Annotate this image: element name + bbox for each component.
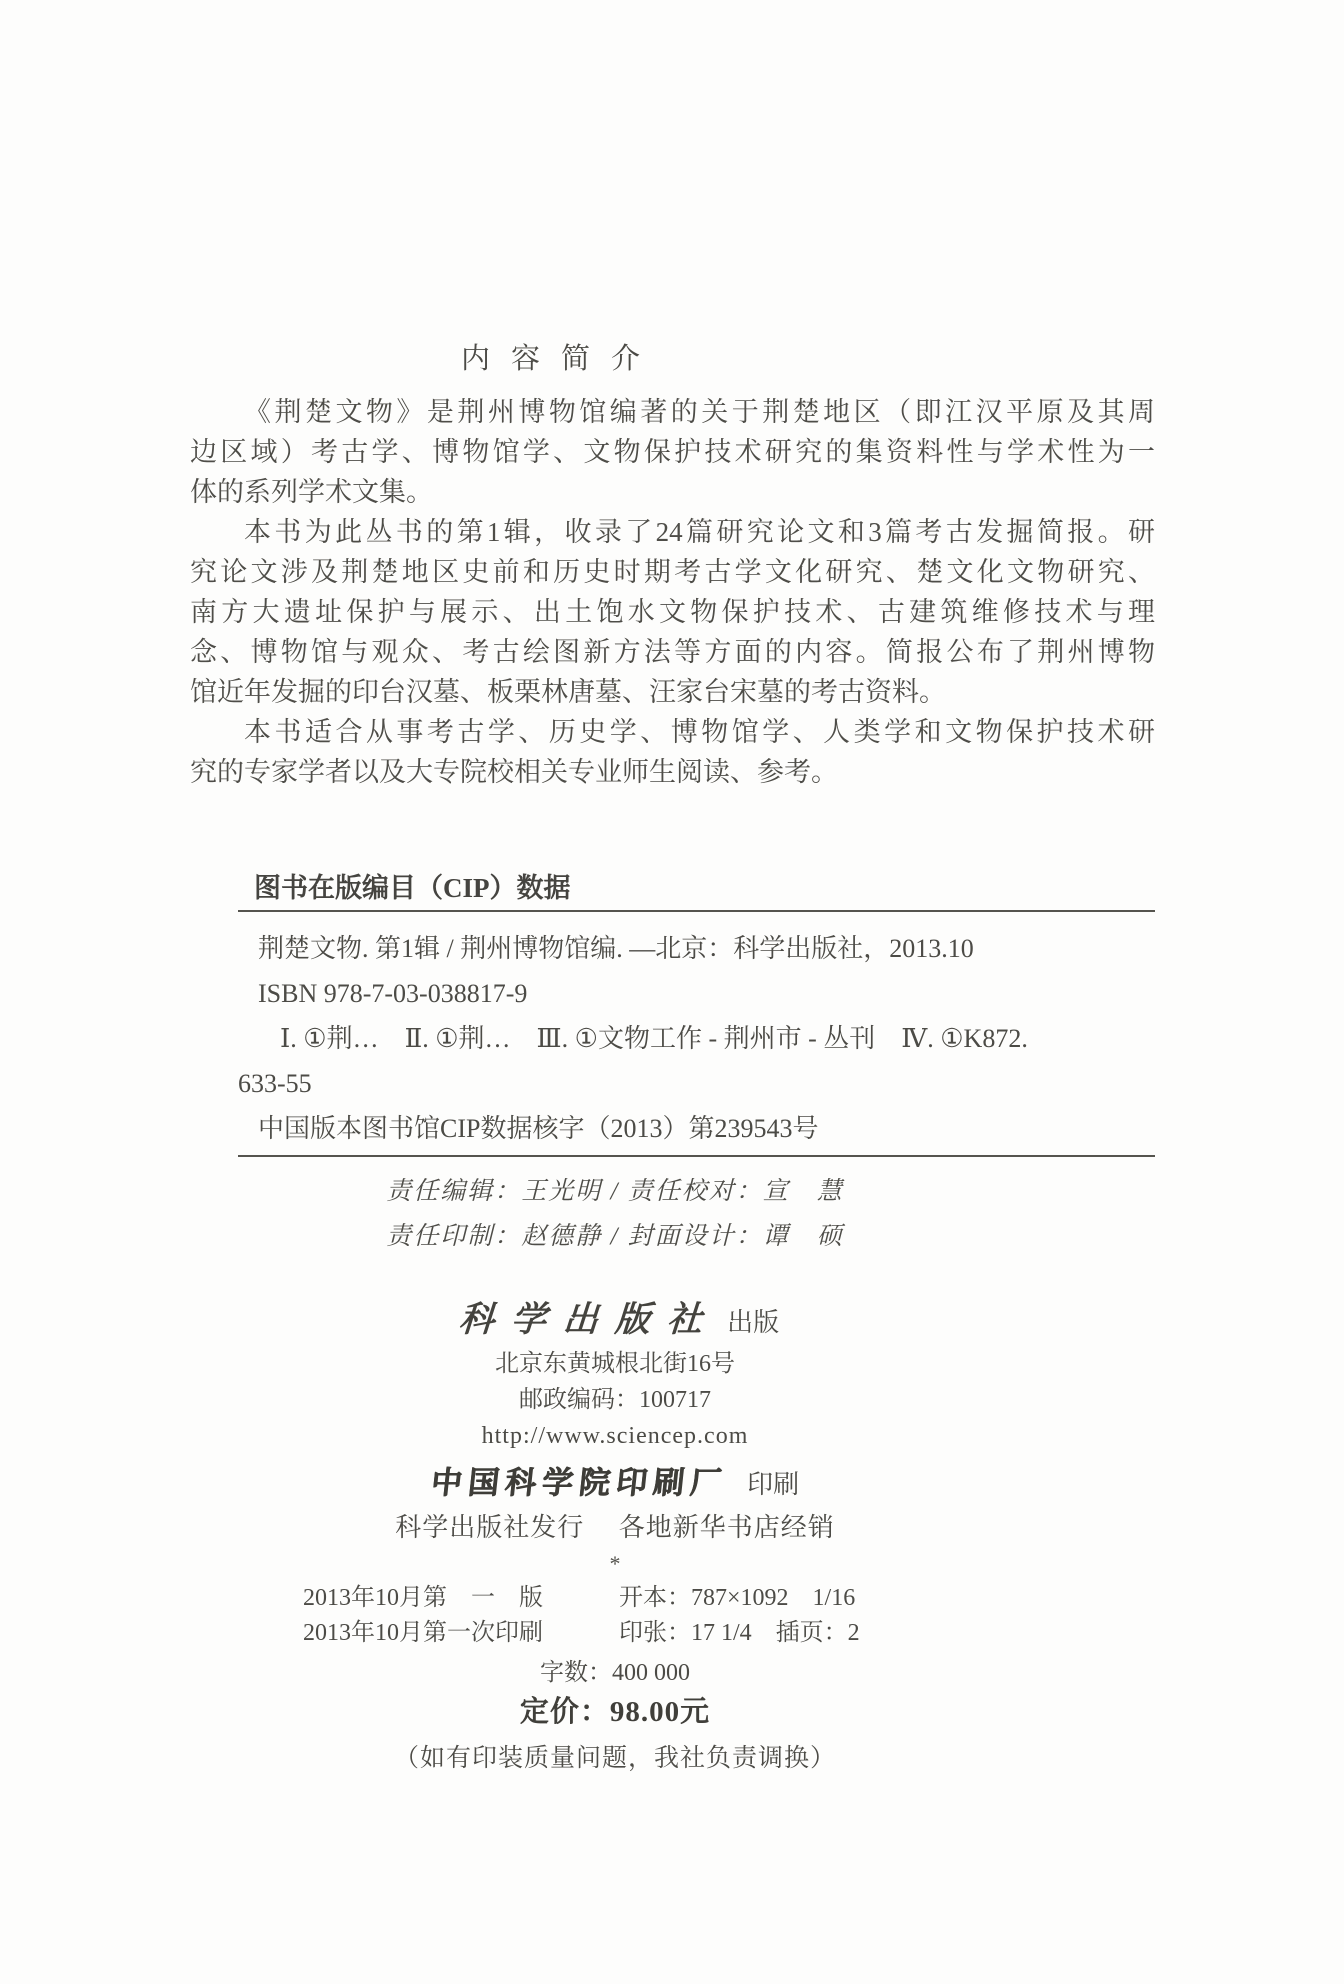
intro-paragraph-line: 念、博物馆与观众、考古绘图新方法等方面的内容。简报公布了荆州博物 bbox=[190, 637, 1155, 667]
star-divider: * bbox=[609, 1551, 621, 1576]
publisher-label: 出版 bbox=[727, 1308, 780, 1337]
edition-date: 2013年10月第 一 版 bbox=[303, 1585, 543, 1611]
printer-line bbox=[190, 1460, 1040, 1509]
intro-paragraph-line: 本书适合从事考古学、历史学、博物馆学、人类学和文物保护技术研 bbox=[244, 717, 1155, 747]
edition-sheets: 印张：17 1/4 插页：2 bbox=[619, 1620, 860, 1646]
cip-isbn-line: ISBN 978-7-03-038817-9 bbox=[258, 979, 528, 1008]
edition-row-1 bbox=[190, 1581, 1040, 1616]
cip-classification: Ⅰ. ①荆… Ⅱ. ①荆… Ⅲ. ①文物工作 - 荆州市 - 丛刊 Ⅳ. ①K872. bbox=[280, 1024, 1028, 1053]
cip-title-line: 荆楚文物. 第1辑 / 荆州博物馆编. —北京：科学出版社，2013.10 bbox=[258, 934, 974, 963]
cip-divider-bottom bbox=[238, 1155, 1155, 1157]
cip-record-number: 中国版本图书馆CIP数据核字（2013）第239543号 bbox=[258, 1114, 819, 1143]
distribution-line: 科学出版社发行 各地新华书店经销 bbox=[395, 1513, 835, 1542]
intro-paragraph-line: 体的系列学术文集。 bbox=[190, 477, 433, 507]
publisher-imprint-line bbox=[190, 1298, 1040, 1346]
intro-paragraph-line: 究论文涉及荆楚地区史前和历史时期考古学文化研究、楚文化文物研究、 bbox=[190, 557, 1155, 587]
price: 定价：98.00元 bbox=[519, 1696, 711, 1728]
printer-name-script: 中国科学院印刷厂 bbox=[429, 1465, 729, 1500]
intro-paragraph-line: 《荆楚文物》是荆州博物馆编著的关于荆楚地区（即江汉平原及其周 bbox=[244, 397, 1155, 427]
exchange-notice: （如有印装质量问题，我社负责调换） bbox=[393, 1745, 836, 1772]
intro-paragraph-line: 南方大遗址保护与展示、出土饱水文物保护技术、古建筑维修技术与理 bbox=[190, 597, 1155, 627]
edition-format: 开本：787×1092 1/16 bbox=[619, 1585, 856, 1611]
publisher-name-script: 科学出版社 bbox=[457, 1300, 721, 1339]
word-count: 字数：400 000 bbox=[540, 1660, 690, 1686]
edition-row-2 bbox=[190, 1616, 1040, 1651]
cip-class-number: 633-55 bbox=[238, 1069, 312, 1098]
staff-editors-line: 责任编辑：王光明 / 责任校对：宣 慧 bbox=[386, 1178, 844, 1205]
intro-paragraph-line: 本书为此丛书的第1辑，收录了24篇研究论文和3篇考古发掘简报。研 bbox=[244, 517, 1155, 547]
staff-credits bbox=[190, 1169, 1040, 1259]
intro-paragraph-line: 究的专家学者以及大专院校相关专业师生阅读、参考。 bbox=[190, 757, 838, 787]
staff-printing-line: 责任印制：赵德静 / 封面设计：谭 硕 bbox=[386, 1223, 844, 1250]
intro-paragraph-line: 边区域）考古学、博物馆学、文物保护技术研究的集资料性与学术性为一 bbox=[190, 437, 1155, 467]
intro-section bbox=[190, 392, 1155, 792]
printer-label: 印刷 bbox=[747, 1470, 800, 1499]
publisher-postcode: 邮政编码：100717 bbox=[519, 1387, 711, 1413]
colophon bbox=[190, 1298, 1040, 1779]
publisher-website: http://www.sciencep.com bbox=[481, 1423, 749, 1449]
cip-heading: 图书在版编目（CIP）数据 bbox=[254, 873, 571, 903]
intro-title: 内容简介 bbox=[460, 343, 661, 375]
intro-paragraph-line: 馆近年发掘的印台汉墓、板栗林唐墓、汪家台宋墓的考古资料。 bbox=[190, 677, 946, 707]
cip-section bbox=[238, 866, 1155, 1157]
publisher-address: 北京东黄城根北街16号 bbox=[495, 1351, 735, 1377]
cip-body bbox=[238, 912, 1155, 1155]
edition-print-date: 2013年10月第一次印刷 bbox=[303, 1620, 543, 1646]
